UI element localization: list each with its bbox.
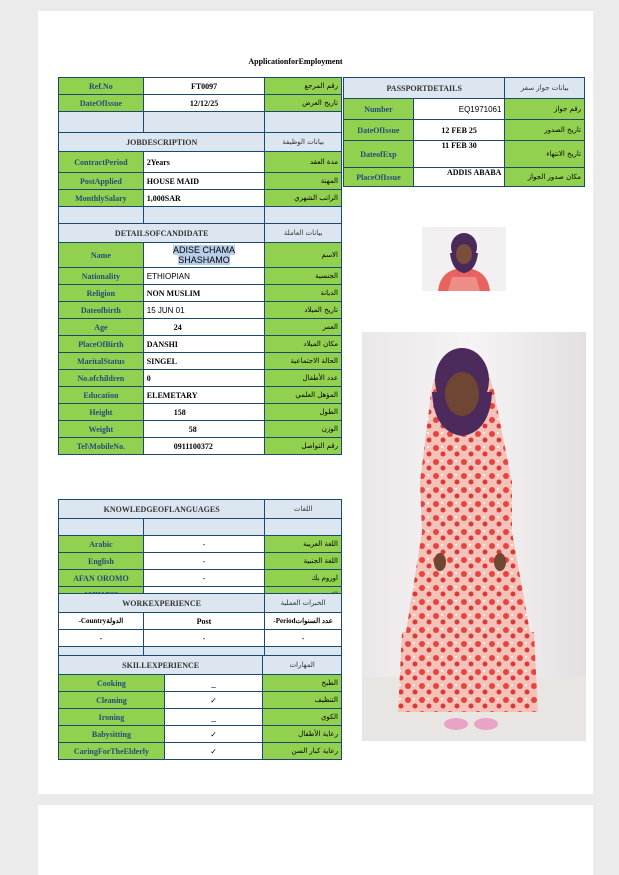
skill-elderly-value: ✓	[164, 743, 262, 760]
lang-english-label-ar: اللغة الجنبية	[265, 553, 342, 570]
languages-header-row	[59, 500, 342, 519]
passport-section-title-ar: بيانات جواز سفر	[505, 78, 585, 99]
contract-label-ar: مدة العقد	[265, 152, 342, 173]
ref-label-ar: رقم المرجع	[265, 78, 342, 95]
lang-english-label: English	[59, 553, 144, 570]
religion-label-ar: الديانة	[265, 285, 342, 302]
marital-label-ar: الحالة الاجتماعية	[265, 353, 342, 370]
skill-row	[59, 675, 342, 692]
skill-cooking-label-ar: الطبخ	[263, 675, 342, 692]
candidate-header-row	[59, 224, 342, 243]
nationality-value: ETHIOPIAN	[143, 268, 265, 285]
contract-label: ContractPeriod	[59, 152, 144, 173]
skill-ironing-value: _	[164, 709, 262, 726]
salary-label-ar: الراتب الشهري	[265, 190, 342, 207]
issue-label: DateOfIssue	[59, 95, 144, 112]
candidate-row	[59, 353, 342, 370]
skill-cooking-label: Cooking	[59, 675, 165, 692]
candidate-row	[59, 268, 342, 285]
post-label-ar: المهنة	[265, 173, 342, 190]
work-post-value: -	[143, 630, 264, 647]
pob-label: PlaceOfBirth	[59, 336, 144, 353]
passport-place-label-ar: مكان صدور الجواز	[505, 168, 585, 187]
language-row	[59, 570, 342, 587]
issue-row	[59, 95, 342, 112]
passport-number-value: EQ1971061	[413, 99, 505, 120]
candidate-row	[59, 319, 342, 336]
work-period-value: -	[265, 630, 342, 647]
lang-arabic-value: -	[143, 536, 265, 553]
pob-label-ar: مكان الميلاد	[265, 336, 342, 353]
issue-value: 12/12/25	[143, 95, 265, 112]
work-col-country: -Countryالدولة	[59, 613, 144, 630]
name-value: ADISE CHAMA SHASHAMO	[173, 245, 236, 265]
languages-section-title-ar: اللغات	[265, 500, 342, 519]
name-label: Name	[59, 243, 144, 268]
candidate-row	[59, 370, 342, 387]
passport-row	[344, 141, 585, 168]
name-label-ar: الاسم	[265, 243, 342, 268]
children-label-ar: عدد الأطفال	[265, 370, 342, 387]
passport-exp-label-ar: تاريخ الانتهاء	[505, 141, 585, 168]
passport-section-title: PASSPORTDETAILS	[344, 78, 505, 99]
passport-table	[343, 77, 585, 187]
nationality-label: Nationality	[59, 268, 144, 285]
tel-label-ar: رقم التواصل	[265, 438, 342, 455]
job-section-title-ar: بيانات الوظيفة	[265, 133, 342, 152]
skill-ironing-label-ar: الكوي	[263, 709, 342, 726]
spacer-row	[59, 519, 342, 536]
lang-oromo-value: -	[143, 570, 265, 587]
lang-arabic-label: Arabic	[59, 536, 144, 553]
weight-value: 58	[143, 421, 265, 438]
height-label-ar: الطول	[265, 404, 342, 421]
skill-elderly-label-ar: رعاية كبار السن	[263, 743, 342, 760]
religion-value: NON MUSLIM	[143, 285, 265, 302]
work-col-period: -Periodعدد السنوات	[265, 613, 342, 630]
work-section-title-ar: الخبرات العملية	[265, 594, 342, 613]
passport-exp-value: 11 FEB 30	[413, 141, 505, 168]
education-label-ar: المؤهل العلمي	[265, 387, 342, 404]
skills-section-title: SKILLEXPERIENCE	[59, 656, 263, 675]
candidate-section-title: DETAILSOFCANDIDATE	[59, 224, 265, 243]
job-row	[59, 152, 342, 173]
passport-issue-value: 12 FEB 25	[413, 120, 505, 141]
job-section-title: JOBDESCRIPTION	[59, 133, 265, 152]
candidate-section-title-ar: بيانات العاملة	[265, 224, 342, 243]
education-value: ELEMETARY	[143, 387, 265, 404]
passport-issue-label-ar: تاريخ الصدور	[505, 120, 585, 141]
skill-babysitting-value: ✓	[164, 726, 262, 743]
passport-place-label: PlaceOfIssue	[344, 168, 414, 187]
ref-label: Ref.No	[59, 78, 144, 95]
passport-row	[344, 120, 585, 141]
issue-label-ar: تاريخ العرض	[265, 95, 342, 112]
candidate-row	[59, 285, 342, 302]
candidate-row	[59, 302, 342, 319]
skill-row	[59, 743, 342, 760]
age-value: 24	[143, 319, 265, 336]
passport-number-label-ar: رقم جواز	[505, 99, 585, 120]
skill-cleaning-label-ar: التنظيف	[263, 692, 342, 709]
salary-value: 1,000SAR	[143, 190, 265, 207]
nationality-label-ar: الجنسية	[265, 268, 342, 285]
dob-value: 15 JUN 01	[143, 302, 265, 319]
skill-row	[59, 709, 342, 726]
tel-label: Tel\MobileNo.	[59, 438, 144, 455]
children-value: 0	[143, 370, 265, 387]
passport-issue-label: DateOfIssue	[344, 120, 414, 141]
lang-english-value: -	[143, 553, 265, 570]
main-table	[58, 77, 342, 455]
religion-label: Religion	[59, 285, 144, 302]
work-table	[58, 593, 342, 664]
skill-cleaning-value: ✓	[164, 692, 262, 709]
spacer-row	[59, 112, 342, 133]
job-row	[59, 173, 342, 190]
skills-header-row	[59, 656, 342, 675]
dob-label: Dateofbirth	[59, 302, 144, 319]
lang-oromo-label-ar: اوروم يك	[265, 570, 342, 587]
passport-exp-label: DateofExp	[344, 141, 414, 168]
post-label: PostApplied	[59, 173, 144, 190]
skill-babysitting-label: Babysitting	[59, 726, 165, 743]
contract-value: 2Years	[143, 152, 265, 173]
weight-label-ar: الوزن	[265, 421, 342, 438]
age-label: Age	[59, 319, 144, 336]
skill-ironing-label: Ironing	[59, 709, 165, 726]
age-label-ar: العمر	[265, 319, 342, 336]
children-label: No.ofchildren	[59, 370, 144, 387]
skills-table	[58, 655, 342, 760]
passport-row	[344, 99, 585, 120]
passport-header-row	[344, 78, 585, 99]
ref-value: FT0097	[143, 78, 265, 95]
lang-oromo-label: AFAN OROMO	[59, 570, 144, 587]
work-header-row	[59, 594, 342, 613]
marital-label: MaritalStatus	[59, 353, 144, 370]
candidate-row	[59, 438, 342, 455]
pob-value: DANSHI	[143, 336, 265, 353]
salary-label: MonthlySalary	[59, 190, 144, 207]
dob-label-ar: تاريخ الميلاد	[265, 302, 342, 319]
lang-arabic-label-ar: اللغة العربية	[265, 536, 342, 553]
height-label: Height	[59, 404, 144, 421]
marital-value: SINGEL	[143, 353, 265, 370]
passport-number-label: Number	[344, 99, 414, 120]
work-col-post: Post	[143, 613, 264, 630]
document-page	[38, 11, 593, 794]
skill-babysitting-label-ar: رعاية الأطفال	[263, 726, 342, 743]
skill-cleaning-label: Cleaning	[59, 692, 165, 709]
next-page	[38, 805, 593, 875]
height-value: 158	[143, 404, 265, 421]
ref-row	[59, 78, 342, 95]
skills-section-title-ar: المهارات	[263, 656, 342, 675]
weight-label: Weight	[59, 421, 144, 438]
portrait-photo	[422, 227, 506, 291]
skill-row	[59, 692, 342, 709]
candidate-row	[59, 387, 342, 404]
skill-row	[59, 726, 342, 743]
candidate-row	[59, 243, 342, 268]
language-row	[59, 553, 342, 570]
languages-section-title: KNOWLEDGEOFLANGUAGES	[59, 500, 265, 519]
work-row	[59, 630, 342, 647]
job-row	[59, 190, 342, 207]
passport-place-value: ADDIS ABABA	[413, 168, 505, 187]
job-header-row	[59, 133, 342, 152]
tel-value: 0911100372	[143, 438, 265, 455]
candidate-row	[59, 336, 342, 353]
spacer-row	[59, 207, 342, 224]
education-label: Education	[59, 387, 144, 404]
skill-cooking-value: _	[164, 675, 262, 692]
skill-elderly-label: CaringForTheElderly	[59, 743, 165, 760]
full-body-photo	[362, 332, 586, 741]
candidate-row	[59, 404, 342, 421]
work-cols-row	[59, 613, 342, 630]
page-title: ApplicationforEmployment	[248, 57, 343, 66]
work-country-value: -	[59, 630, 144, 647]
language-row	[59, 536, 342, 553]
candidate-row	[59, 421, 342, 438]
passport-row	[344, 168, 585, 187]
work-section-title: WORKEXPERIENCE	[59, 594, 265, 613]
post-value: HOUSE MAID	[143, 173, 265, 190]
